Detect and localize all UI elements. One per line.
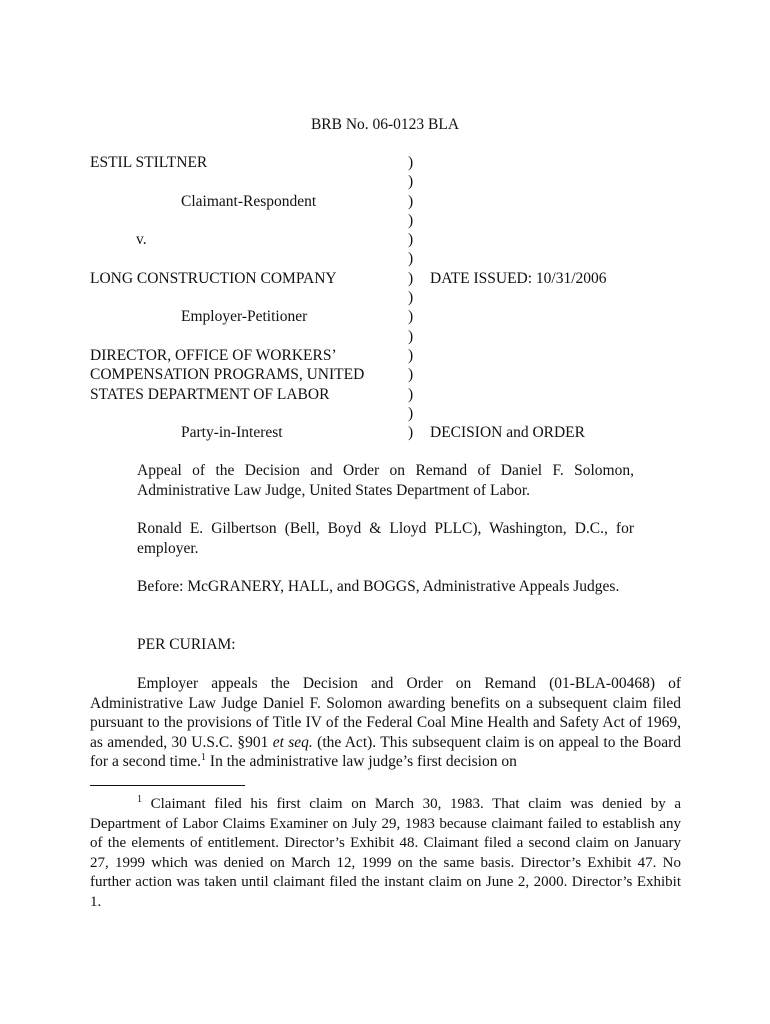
caption-paren: ) [408, 366, 414, 384]
footnote-1 [90, 795, 681, 912]
caption-paren: ) [408, 308, 414, 326]
caption-paren: ) [408, 211, 414, 229]
case-caption [90, 153, 690, 442]
caption-paren: ) [408, 269, 414, 287]
before-paragraph: Before: McGRANERY, HALL, and BOGGS, Administrative Appeals Judges. [137, 578, 620, 595]
director-line-1: DIRECTOR, OFFICE OF WORKERS’ [90, 346, 337, 364]
opinion-text-part-3: In the administrative law judge’s first decision on [206, 753, 517, 770]
decision-label: DECISION and ORDER [430, 424, 585, 442]
employer-name: LONG CONSTRUCTION COMPANY [90, 269, 337, 287]
caption-paren: ) [408, 327, 414, 345]
caption-paren: ) [408, 192, 414, 210]
opinion-text-part-1: Employer appeals the Decision and Order on Remand (01-BLA-00468) of Administrative Law Judge Daniel F. Solomon awarding benefits on a subsequent claim filed pursuant to the provisions of Title IV of the Federal Coal Mine Health and Safety Act of 1969, as amended, 30 U.S.C. §901 [90, 675, 681, 751]
opinion-italic-term: et seq. [272, 733, 313, 751]
caption-paren: ) [408, 385, 414, 403]
caption-paren: ) [408, 231, 414, 249]
footnote-text: Claimant filed his first claim on March 30, 1983. That claim was denied by a Department of Labor Claims Examiner on July 29, 1983 because claimant failed to establish any of the elements of entitlement. Director’s Exhibit 48. Claimant filed a second claim on January 27, 1999 which was denied on March 12, 1999 on the same basis. Director’s Exhibit 47. No further action was taken until claimant filed the instant claim on June 2, 2000. Director’s Exhibit 1. [90, 796, 681, 910]
director-line-3: STATES DEPARTMENT OF LABOR [90, 385, 330, 403]
caption-row [90, 385, 690, 404]
caption-row [90, 211, 690, 230]
opinion-paragraph [90, 674, 681, 772]
footnote-reference[interactable]: 1 [201, 751, 207, 763]
date-issued: DATE ISSUED: 10/31/2006 [430, 269, 607, 287]
appeal-paragraph: Appeal of the Decision and Order on Remand of Daniel F. Solomon, Administrative Law Judge, United States Department of Labor. [137, 462, 634, 499]
caption-paren: ) [408, 346, 414, 364]
caption-paren: ) [408, 154, 414, 171]
employer-role: Employer-Petitioner [181, 308, 308, 326]
claimant-name: ESTIL STILTNER [90, 154, 208, 171]
director-role: Party-in-Interest [181, 424, 283, 442]
caption-paren: ) [408, 173, 414, 191]
docket-number: BRB No. 06-0123 BLA [310, 116, 460, 133]
caption-row [90, 346, 690, 365]
caption-row [90, 404, 690, 423]
caption-row [90, 365, 690, 384]
caption-paren: ) [408, 250, 414, 268]
caption-paren: ) [408, 404, 414, 422]
counsel-paragraph: Ronald E. Gilbertson (Bell, Boyd & Lloyd PLLC), Washington, D.C., for employer. [137, 520, 634, 557]
director-line-2: COMPENSATION PROGRAMS, UNITED [90, 366, 365, 384]
opinion-text-part-2: (the Act). This subsequent claim is on appeal to the Board for a second time. [90, 733, 681, 770]
caption-row [90, 307, 690, 326]
caption-row [90, 269, 690, 288]
claimant-role: Claimant-Respondent [181, 192, 317, 210]
per-curiam-heading: PER CURIAM: [137, 636, 236, 653]
caption-row [90, 327, 690, 346]
caption-row [90, 172, 690, 191]
versus-label: v. [136, 231, 147, 249]
caption-row [90, 230, 690, 249]
caption-row [90, 153, 690, 172]
caption-row [90, 423, 690, 442]
caption-row [90, 288, 690, 307]
footnote-marker: 1 [137, 794, 142, 805]
caption-row [90, 192, 690, 211]
caption-paren: ) [408, 289, 414, 307]
footnote-separator [90, 785, 245, 786]
caption-paren: ) [408, 424, 414, 442]
caption-row [90, 249, 690, 268]
